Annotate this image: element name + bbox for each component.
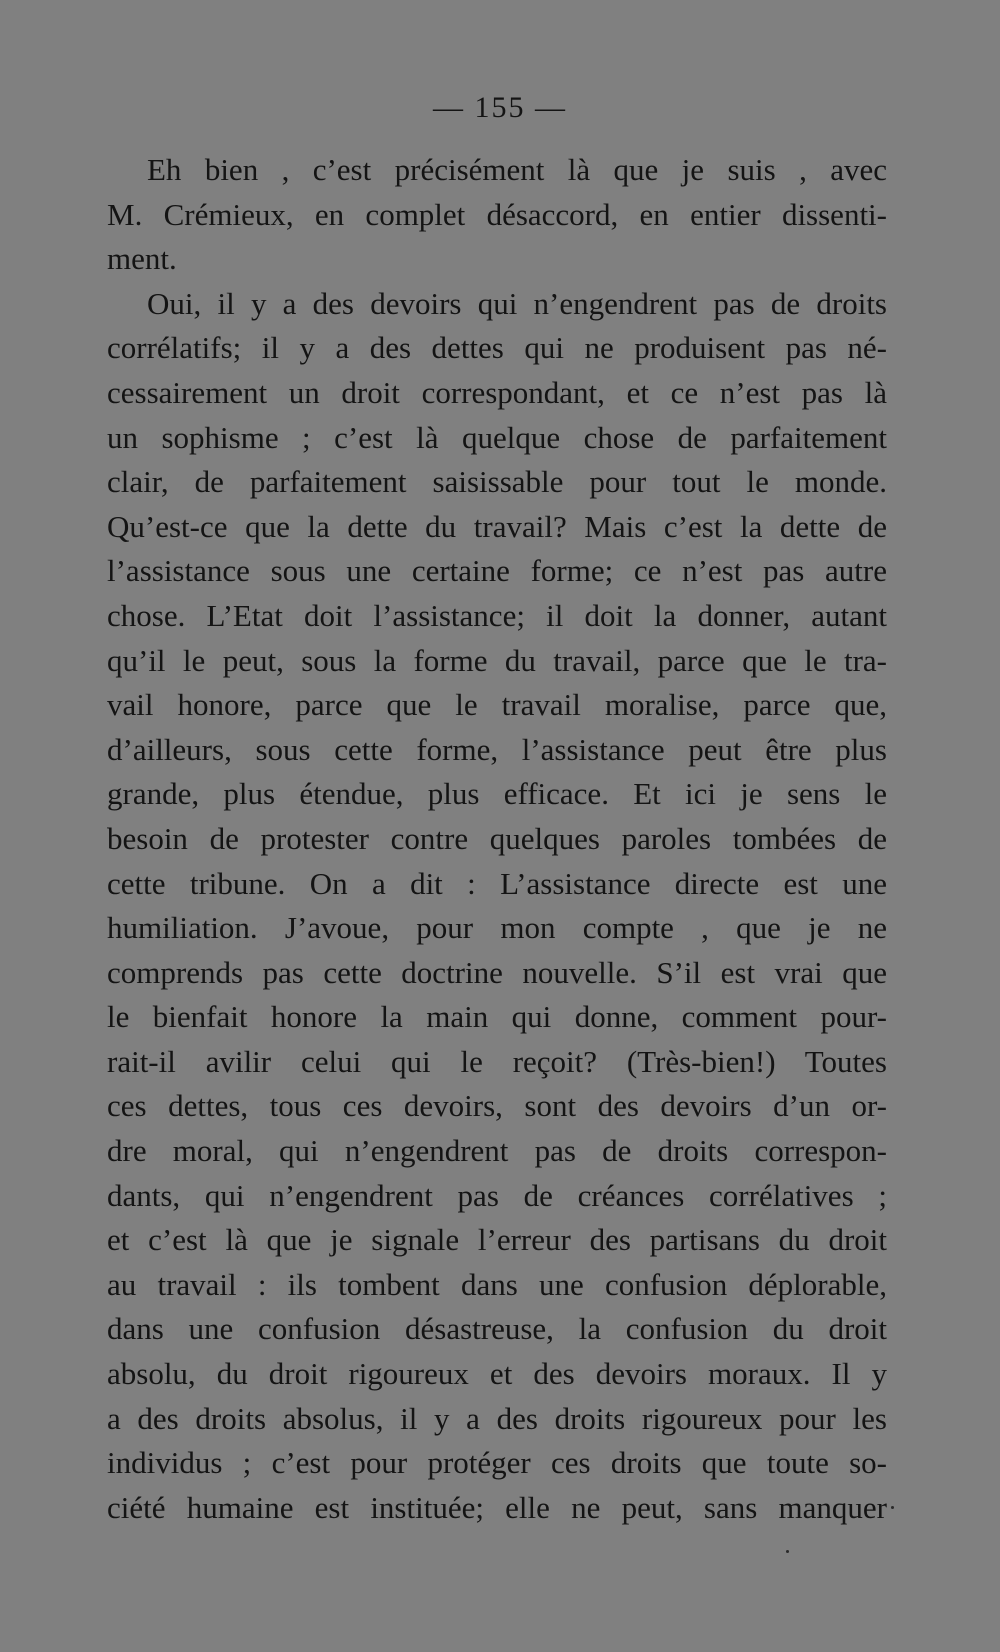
body-text <box>107 148 887 1530</box>
text-line: ciété humaine est instituée; elle ne peut, sans manquer <box>107 1489 887 1525</box>
text-line: et c’est là que je signale l’erreur des partisans du droit <box>107 1222 887 1258</box>
text-line: Eh bien , c’est précisément là que je suis , avec <box>147 152 887 187</box>
text-line: besoin de protester contre quelques paroles tombées de <box>107 820 887 856</box>
text-line: ces dettes, tous ces devoirs, sont des devoirs d’un or- <box>107 1088 887 1124</box>
text-line: Qu’est-ce que la dette du travail? Mais c’est la dette de <box>107 508 887 544</box>
text-line: dans une confusion désastreuse, la confusion du droit <box>107 1311 887 1347</box>
text-line: a des droits absolus, il y a des droits rigoureux pour les <box>107 1400 887 1436</box>
text-line: au travail : ils tombent dans une confusion déplorable, <box>107 1266 887 1302</box>
text-line: rait-il avilir celui qui le reçoit? (Très-bien!) Toutes <box>107 1043 887 1079</box>
page-number: — 155 — <box>433 91 567 124</box>
text-line: cessairement un droit correspondant, et ce n’est pas là <box>107 374 887 410</box>
paragraph-2 <box>107 282 887 1531</box>
text-line: ment. <box>107 241 177 277</box>
text-line: clair, de parfaitement saisissable pour tout le monde. <box>107 464 887 500</box>
text-line: grande, plus étendue, plus efficace. Et ici je sens le <box>107 776 887 812</box>
text-line: qu’il le peut, sous la forme du travail, parce que le tra- <box>107 642 887 678</box>
text-line: d’ailleurs, sous cette forme, l’assistance peut être plus <box>107 731 887 767</box>
text-line: M. Crémieux, en complet désaccord, en entier dissenti- <box>107 196 887 232</box>
text-line: dants, qui n’engendrent pas de créances corrélatives ; <box>107 1177 887 1213</box>
text-line: corrélatifs; il y a des dettes qui ne produisent pas né- <box>107 330 887 366</box>
text-line: Oui, il y a des devoirs qui n’engendrent pas de droits <box>147 285 887 321</box>
text-line: un sophisme ; c’est là quelque chose de parfaitement <box>107 419 887 455</box>
ink-speck <box>786 1550 789 1553</box>
text-line: vail honore, parce que le travail moralise, parce que, <box>107 687 887 723</box>
text-line: humiliation. J’avoue, pour mon compte , que je ne <box>107 910 887 946</box>
ink-speck <box>891 1506 894 1509</box>
text-line: chose. L’Etat doit l’assistance; il doit la donner, autant <box>107 597 887 633</box>
text-line: l’assistance sous une certaine forme; ce n’est pas autre <box>107 553 887 589</box>
text-line: absolu, du droit rigoureux et des devoirs moraux. Il y <box>107 1356 887 1392</box>
text-line: cette tribune. On a dit : L’assistance directe est une <box>107 865 887 901</box>
text-line: individus ; c’est pour protéger ces droits que toute so- <box>107 1445 887 1481</box>
text-line: le bienfait honore la main qui donne, comment pour- <box>107 999 887 1035</box>
text-line: comprends pas cette doctrine nouvelle. S’il est vrai que <box>107 954 887 990</box>
text-line: dre moral, qui n’engendrent pas de droits correspon- <box>107 1133 887 1169</box>
paragraph-1 <box>107 148 887 282</box>
